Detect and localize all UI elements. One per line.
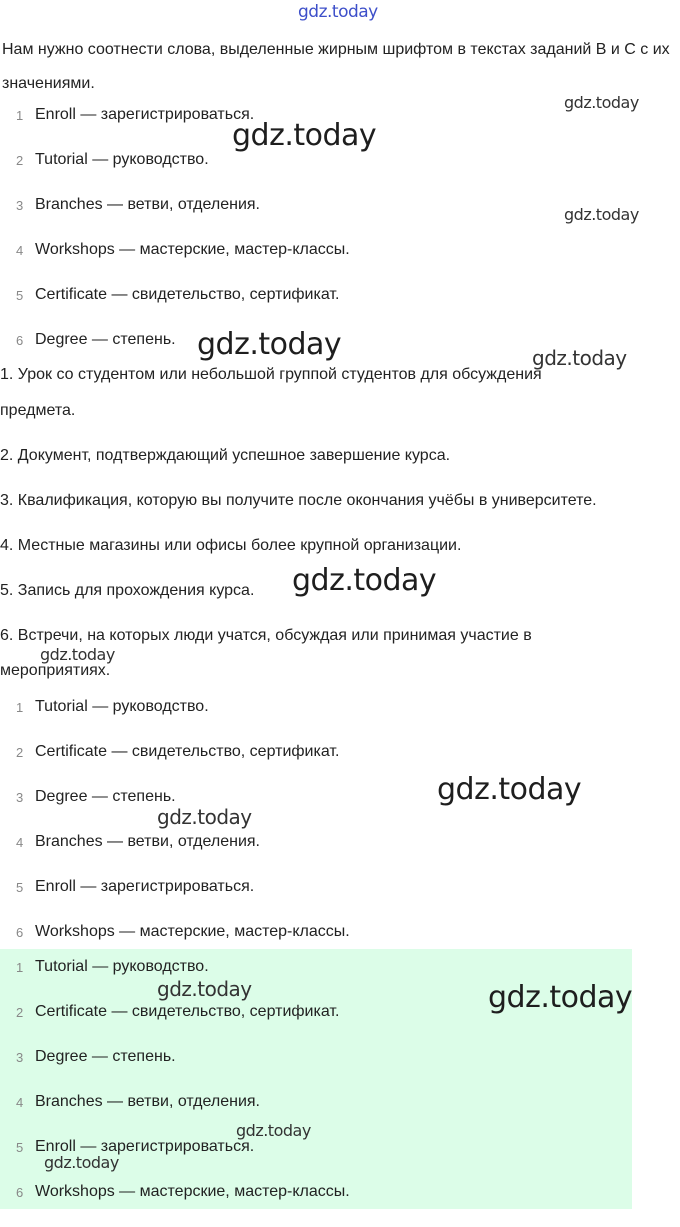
- item-number: 2: [16, 745, 24, 760]
- watermark: gdz.today: [488, 980, 633, 1015]
- item-text: Degree — степень.: [35, 1048, 176, 1065]
- item-number: 1: [16, 700, 24, 715]
- item-text: Workshops — мастерские, мастер-классы.: [35, 923, 350, 940]
- item-number: 2: [16, 153, 24, 168]
- definition-line: 2. Документ, подтверждающий успешное завершение курса.: [0, 447, 451, 464]
- item-text: Tutorial — руководство.: [35, 151, 209, 168]
- item-number: 4: [16, 835, 24, 850]
- item-text: Workshops — мастерские, мастер-классы.: [35, 1183, 350, 1200]
- definition-line: 4. Местные магазины или офисы более крупной организации.: [0, 537, 462, 554]
- item-text: Degree — степень.: [35, 788, 176, 805]
- item-text: Certificate — свидетельство, сертификат.: [35, 743, 340, 760]
- item-number: 6: [16, 925, 24, 940]
- item-text: Degree — степень.: [35, 331, 176, 348]
- item-text: Workshops — мастерские, мастер-классы.: [35, 241, 350, 258]
- definition-line: 1. Урок со студентом или небольшой группой студентов для обсуждения: [0, 366, 542, 383]
- item-number: 1: [16, 108, 24, 123]
- watermark: gdz.today: [44, 1153, 119, 1172]
- item-number: 1: [16, 960, 24, 975]
- item-number: 2: [16, 1005, 24, 1020]
- intro-paragraph: Нам нужно соотнести слова, выделенные жирным шрифтом в текстах заданий В и С с их значениями.: [2, 41, 670, 92]
- item-number: 3: [16, 1050, 24, 1065]
- definition-line: предмета.: [0, 402, 76, 419]
- item-text: Branches — ветви, отделения.: [35, 196, 260, 213]
- watermark: gdz.today: [564, 93, 639, 112]
- item-number: 6: [16, 333, 24, 348]
- watermark: gdz.today: [564, 205, 639, 224]
- item-text: Tutorial — руководство.: [35, 958, 209, 975]
- item-number: 5: [16, 880, 24, 895]
- item-text: Tutorial — руководство.: [35, 698, 209, 715]
- item-number: 5: [16, 1140, 24, 1155]
- item-number: 4: [16, 243, 24, 258]
- watermark: gdz.today: [40, 645, 115, 664]
- item-number: 6: [16, 1185, 24, 1200]
- watermark: gdz.today: [197, 327, 342, 362]
- item-text: Certificate — свидетельство, сертификат.: [35, 286, 340, 303]
- watermark: gdz.today: [437, 772, 582, 807]
- definition-line: мероприятиях.: [0, 662, 111, 679]
- watermark: gdz.today: [157, 805, 252, 829]
- item-number: 3: [16, 790, 24, 805]
- item-number: 4: [16, 1095, 24, 1110]
- definition-line: 3. Квалификация, которую вы получите после окончания учёбы в университете.: [0, 492, 597, 509]
- site-logo[interactable]: gdz.today: [298, 2, 378, 22]
- watermark: gdz.today: [236, 1121, 311, 1140]
- definition-line: 5. Запись для прохождения курса.: [0, 582, 255, 599]
- watermark: gdz.today: [532, 346, 627, 370]
- item-text: Certificate — свидетельство, сертификат.: [35, 1003, 340, 1020]
- item-text: Enroll — зарегистрироваться.: [35, 106, 255, 123]
- item-text: Enroll — зарегистрироваться.: [35, 1138, 255, 1155]
- item-text: Branches — ветви, отделения.: [35, 1093, 260, 1110]
- item-text: Enroll — зарегистрироваться.: [35, 878, 255, 895]
- watermark: gdz.today: [232, 118, 377, 153]
- item-text: Branches — ветви, отделения.: [35, 833, 260, 850]
- watermark: gdz.today: [157, 977, 252, 1001]
- item-number: 5: [16, 288, 24, 303]
- definition-line: 6. Встречи, на которых люди учатся, обсуждая или принимая участие в: [0, 627, 532, 644]
- watermark: gdz.today: [292, 563, 437, 598]
- item-number: 3: [16, 198, 24, 213]
